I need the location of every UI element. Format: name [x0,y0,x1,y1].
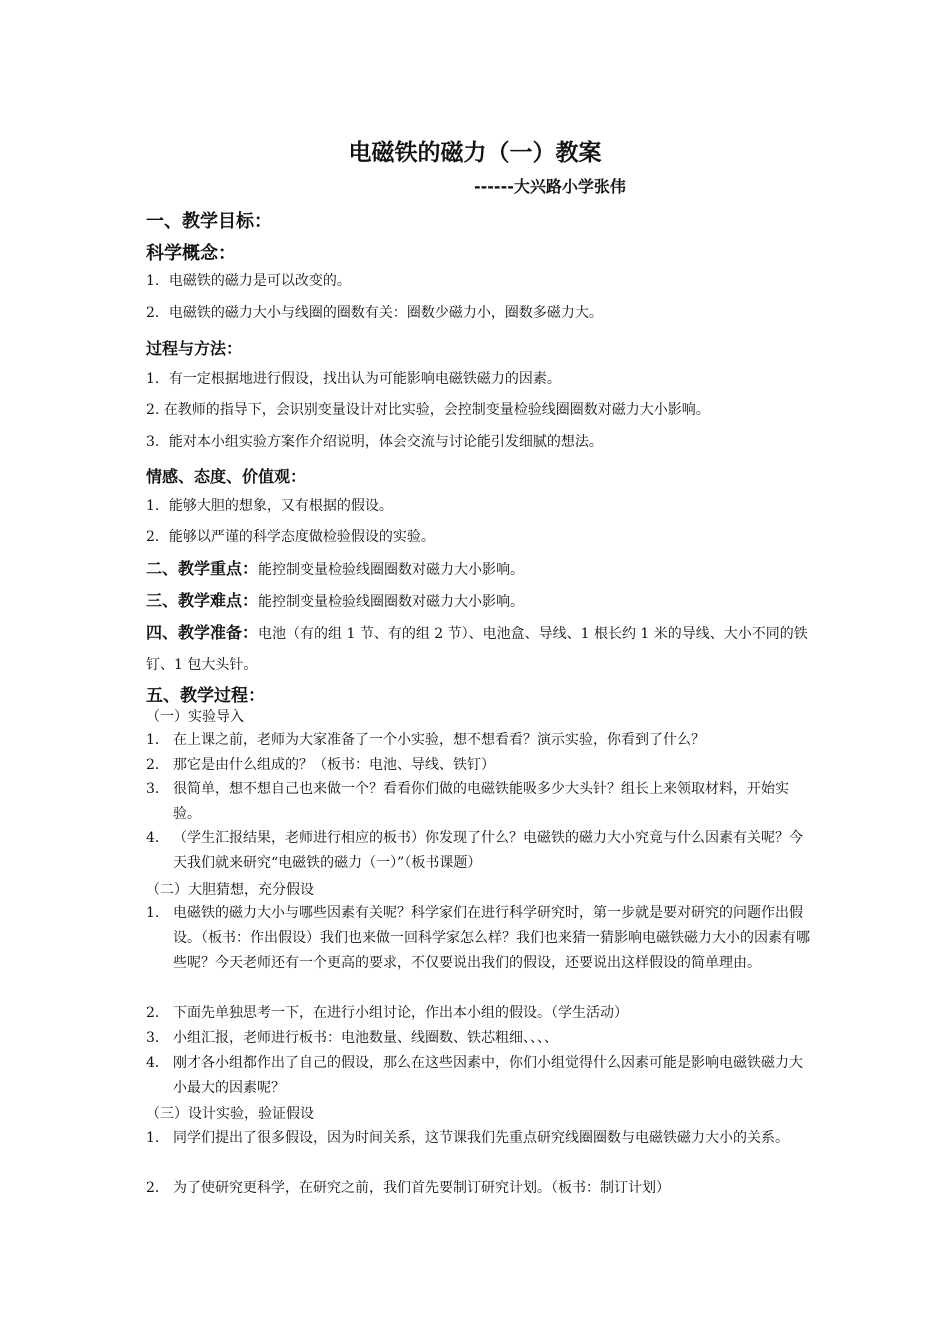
document-author: ------大兴路小学张伟 [474,177,626,196]
goals-heading: 一、教学目标： [146,211,272,232]
item-text: 在上课之前，老师为大家准备了一个小实验，想不想看看？演示实验，你看到了什么？ [173,732,705,748]
part3-item [146,1126,810,1151]
item-text: 很简单，想不想自己也来做一个？看看你们做的电磁铁能吸多少大头针？组长上来领取材料，开始实验。 [173,781,789,822]
difficulty-text: 能控制变量检验线圈圈数对磁力大小影响。 [258,594,525,610]
teaching-process-heading: 五、教学过程： [146,686,265,706]
process-method-item-2: 2. 在教师的指导下，会识别变量设计对比实验，会控制变量检验线圈圈数对磁力大小影响。 [146,402,710,418]
part1-item [146,753,810,778]
attitude-item-1: 1．能够大胆的想象，又有根据的假设。 [146,498,393,514]
process-method-item-1: 1．有一定根据地进行假设，找出认为可能影响电磁铁磁力的因素。 [146,371,561,387]
item-number: 1． [146,1130,169,1146]
item-number: 2． [146,1180,169,1196]
item-text: 小组汇报，老师进行板书：电池数量、线圈数、铁芯粗细、、、、 [173,1030,558,1046]
item-number: 4． [146,1055,169,1071]
part3-heading: （三）设计实验，验证假设 [146,1106,314,1122]
part2-item [146,1051,810,1101]
key-point-label: 二、教学重点： [146,559,259,578]
item-text: 那它是由什么组成的？（板书：电池、导线、铁钉） [173,757,495,773]
part1-item [146,728,810,753]
item-number: 2． [146,757,169,773]
part1-item [146,777,810,827]
preparation [146,617,812,681]
key-point-text: 能控制变量检验线圈圈数对磁力大小影响。 [258,562,525,578]
part3-item [146,1176,810,1201]
attitude-item-2: 2．能够以严谨的科学态度做检验假设的实验。 [146,529,435,545]
item-number: 1． [146,732,169,748]
part1-item [146,826,810,876]
part2-item [146,1026,810,1051]
preparation-label: 四、教学准备： [146,623,259,642]
key-point [146,553,816,586]
concept-heading: 科学概念： [146,243,236,264]
concept-item-2: 2．电磁铁的磁力大小与线圈的圈数有关：圈数少磁力小，圈数多磁力大。 [146,305,603,321]
item-number: 2． [146,1005,169,1021]
item-text: 下面先单独思考一下，在进行小组讨论，作出本小组的假设。（学生活动） [173,1005,628,1021]
part2-item [146,1001,810,1026]
item-text: 同学们提出了很多假设，因为时间关系，这节课我们先重点研究线圈圈数与电磁铁磁力大小的关系。 [173,1130,789,1146]
item-text: 刚才各小组都作出了自己的假设，那么在这些因素中，你们小组觉得什么因素可能是影响电磁铁磁力大小最大的因素呢？ [173,1055,803,1096]
preparation-text: 电池（有的组 1 节、有的组 2 节）、电池盒、导线、1 根长约 1 米的导线、大小不同的铁钉、1 包大头针。 [146,626,808,673]
item-text: 为了使研究更科学，在研究之前，我们首先要制订研究计划。（板书：制订计划） [173,1180,670,1196]
part2-heading: （二）大胆猜想，充分假设 [146,882,314,898]
part2-item [146,901,810,976]
item-number: 1． [146,905,169,921]
item-text: 电磁铁的磁力大小与哪些因素有关呢？科学家们在进行科学研究时，第一步就是要对研究的问题作出假设。（板书：作出假设）我们也来做一回科学家怎么样？我们也来猜一猜影响电磁铁磁力大小的因素有哪些呢？今天老师还有一个更高的要求，不仅要说出我们的假设，还要说出这样假设的简单理由。 [173,905,810,971]
attitude-heading: 情感、态度、价值观： [146,467,307,486]
difficulty-label: 三、教学难点： [146,591,259,610]
item-number: 3． [146,781,169,797]
part1-heading: （一）实验导入 [146,709,244,725]
item-number: 4． [146,830,169,846]
item-number: 3． [146,1030,169,1046]
item-text: （学生汇报结果，老师进行相应的板书）你发现了什么？电磁铁的磁力大小究竟与什么因素有关呢？今天我们就来研究“电磁铁的磁力（一）”（板书课题） [173,830,803,871]
process-method-heading: 过程与方法： [146,339,243,358]
process-method-item-3: 3．能对本小组实验方案作介绍说明，体会交流与讨论能引发细腻的想法。 [146,434,603,450]
concept-item-1: 1．电磁铁的磁力是可以改变的。 [146,273,351,289]
document-title: 电磁铁的磁力（一）教案 [348,140,602,166]
difficulty [146,585,816,618]
